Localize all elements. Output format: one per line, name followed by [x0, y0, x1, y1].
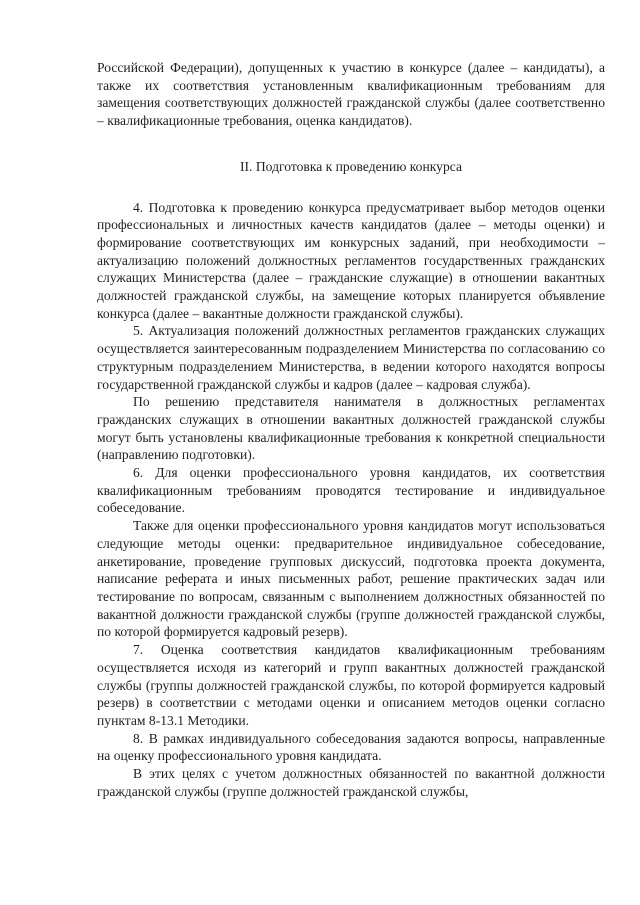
- paragraph-6: 6. Для оценки профессионального уровня кандидатов, их соответствия квалификационным требованиям проводятся тестирование и индивидуальное собеседование.: [97, 465, 605, 516]
- paragraph-7: 7. Оценка соответствия кандидатов квалификационным требованиям осуществляется исходя из категорий и групп вакантных должностей гражданской службы (группы должностей гражданской службы, по которой формируется кадровый резерв) в соответствии с методами оценки и описанием методов оценки согласно пунктам 8-13.1 Методики.: [97, 642, 605, 728]
- paragraph-8-continued: В этих целях с учетом должностных обязанностей по вакантной должности гражданской службы (группе должностей гражданской службы,: [97, 766, 605, 799]
- paragraph-4: 4. Подготовка к проведению конкурса предусматривает выбор методов оценки профессиональных и личностных качеств кандидатов (далее – методы оценки) и формирование соответствующих им конкурсных заданий, при необходимости – актуализацию положений должностных регламентов государственных гражданских служащих Министерства (далее – гражданские служащие) в отношении вакантных должностей гражданской службы, на замещение которых планируется объявление конкурса (далее – вакантные должности гражданской службы).: [97, 199, 605, 321]
- paragraph-6-continued: Также для оценки профессионального уровня кандидатов могут использоваться следующие методы оценки: предварительное индивидуальное собеседование, анкетирование, проведение групповых дискуссий, подготовка проекта документа, написание реферата и иных письменных работ, решение практических задач или тестирование по вопросам, связанным с выполнением должностных обязанностей по вакантной должности гражданской службы (группе должностей гражданской службы, по которой формируется кадровый резерв).: [97, 518, 605, 640]
- paragraph-8: 8. В рамках индивидуального собеседования задаются вопросы, направленные на оценку профессионального уровня кандидата.: [97, 730, 605, 764]
- paragraph-5: 5. Актуализация положений должностных регламентов гражданских служащих осуществляется заинтересованным подразделением Министерства по согласованию со структурным подразделением Министерства, в ведении которого находятся вопросы государственной гражданской службы и кадров (далее – кадровая служба).: [97, 323, 605, 392]
- document-body: [97, 59, 605, 800]
- paragraph-intro: Российской Федерации), допущенных к участию в конкурсе (далее – кандидаты), а также их соответствия установленным квалификационным требованиям для замещения соответствующих должностей гражданской службы (далее соответственно – квалификационные требования, оценка кандидатов).: [97, 60, 605, 129]
- paragraph-5-continued: По решению представителя нанимателя в должностных регламентах гражданских служащих в отношении вакантных должностей гражданской службы могут быть установлены квалификационные требования к конкретной специальности (направлению подготовки).: [97, 394, 605, 463]
- section-heading: II. Подготовка к проведению конкурса: [240, 158, 462, 174]
